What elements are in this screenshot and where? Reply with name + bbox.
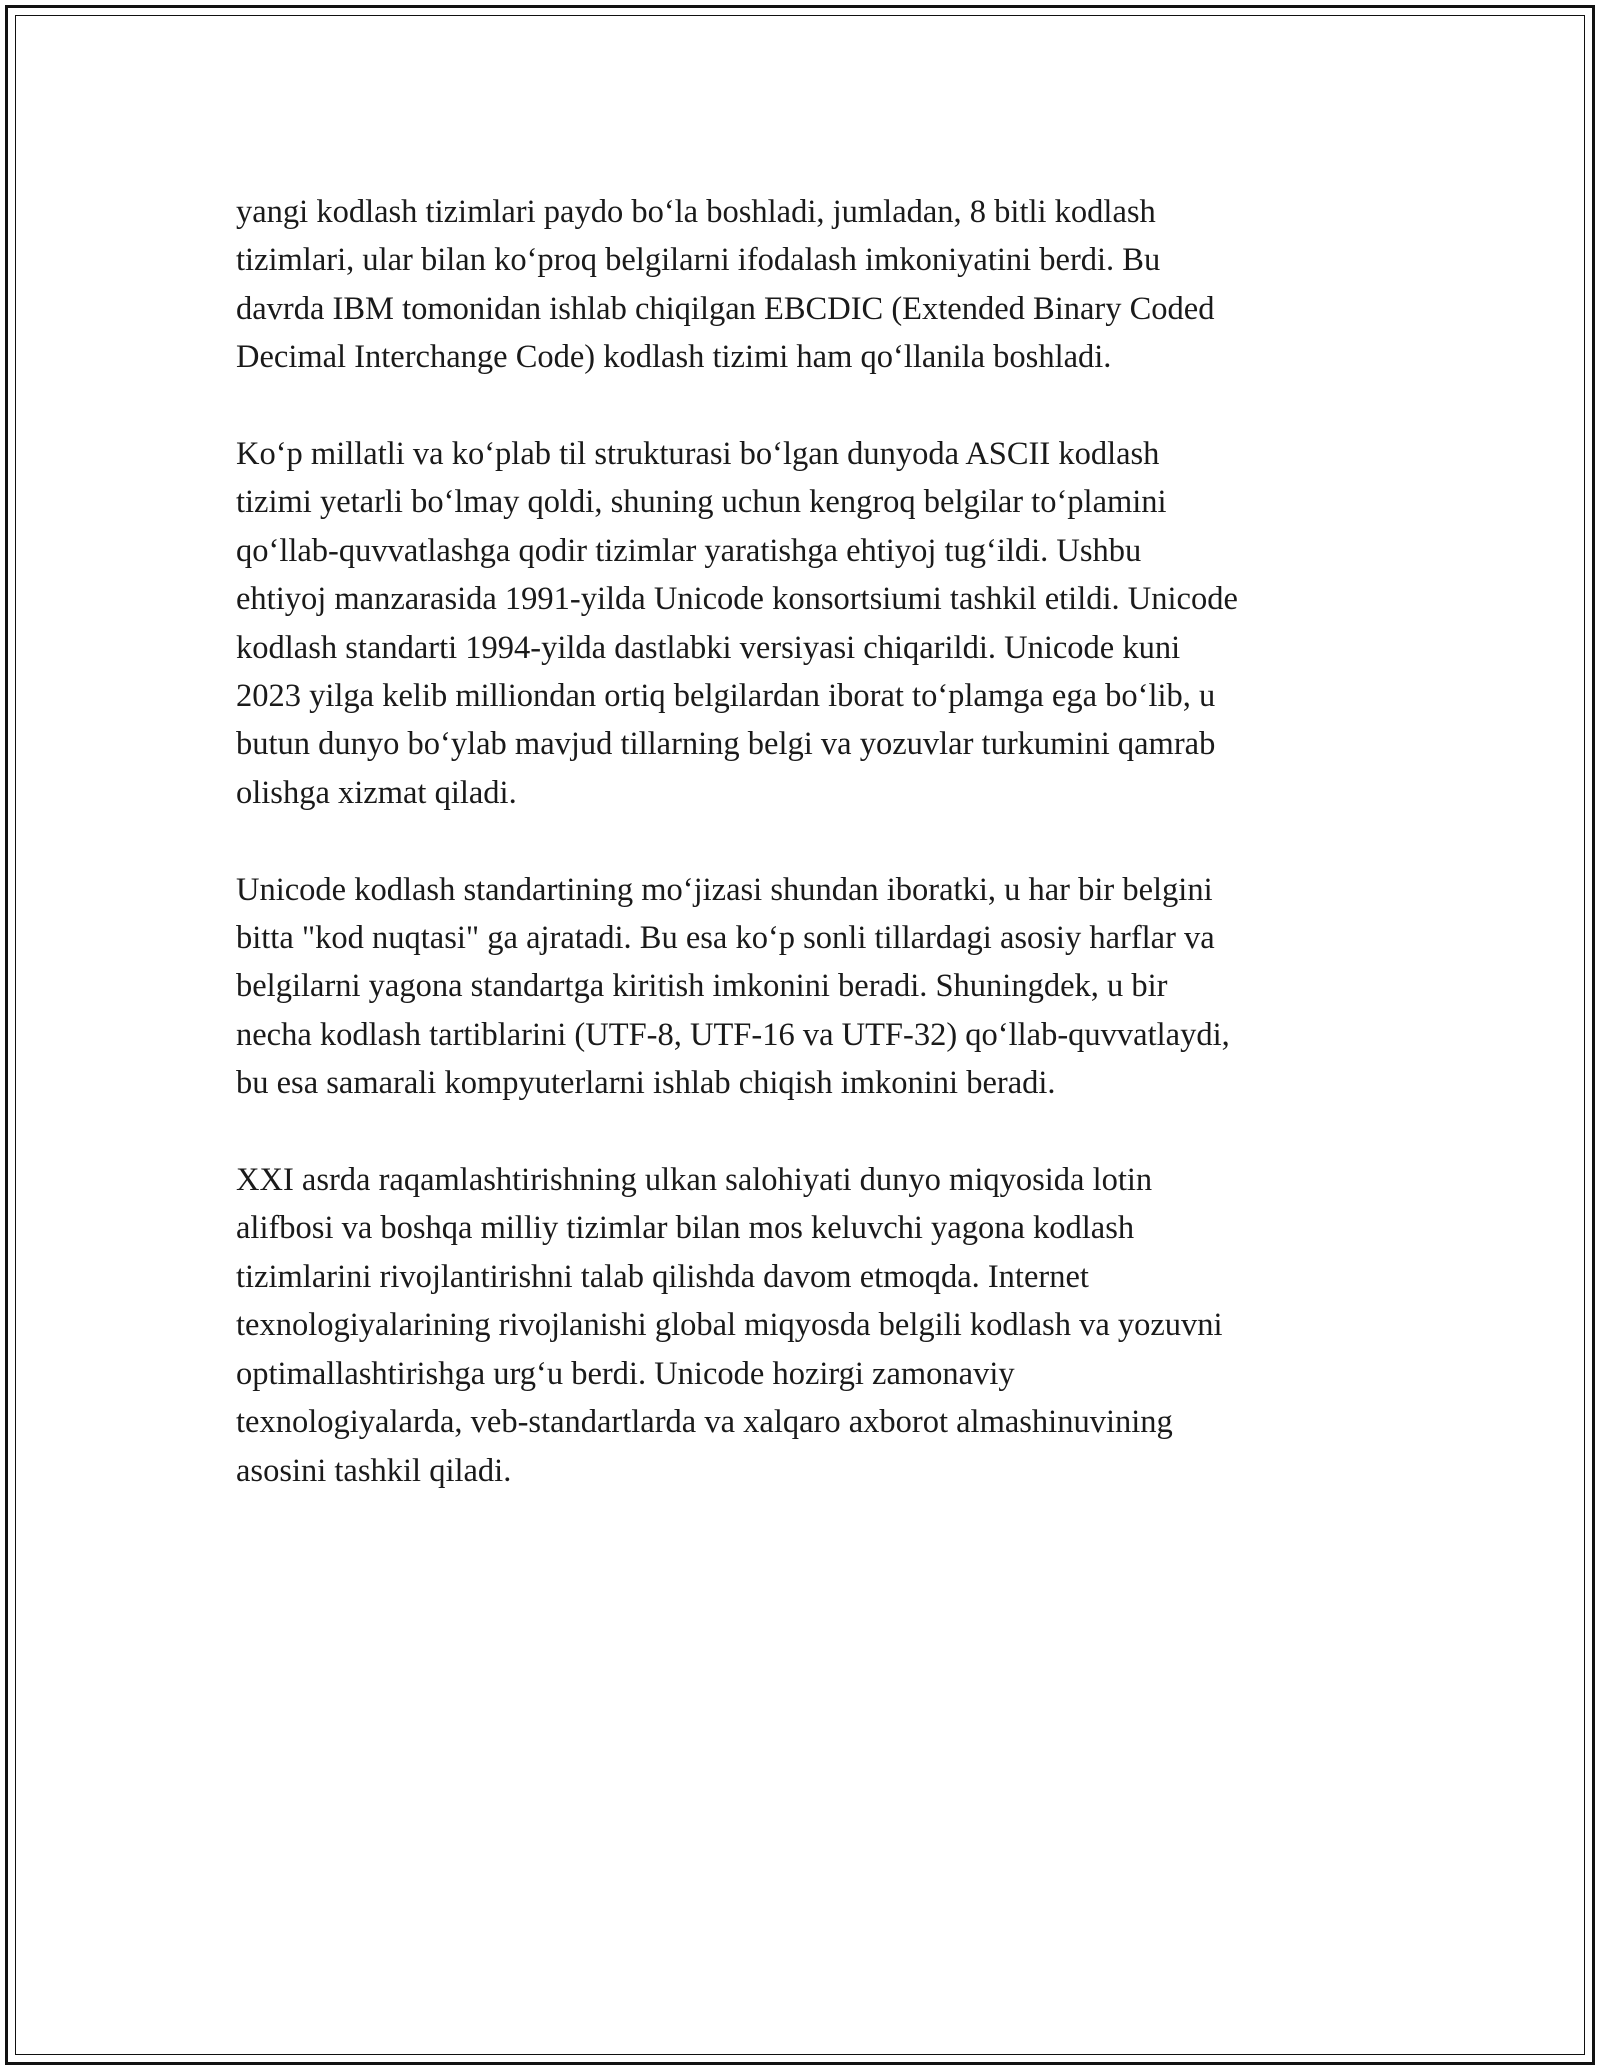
text-line: tizimi yetarli bo‘lmay qoldi, shuning uchun kengroq belgilar to‘plamini [236,484,1167,521]
document-body [236,188,1376,1543]
text-line: davrda IBM tomonidan ishlab chiqilgan EBCDIC (Extended Binary Coded [236,290,1215,327]
paragraph-1 [236,188,1376,382]
text-line: Ko‘p millatli va ko‘plab til strukturasi bo‘lgan dunyoda ASCII kodlash [236,436,1160,473]
text-line: olishga xizmat qiladi. [236,774,517,811]
text-line: asosini tashkil qiladi. [236,1452,512,1489]
text-line: optimallashtirishga urg‘u berdi. Unicode hozirgi zamonaviy [236,1355,1015,1392]
text-line: butun dunyo bo‘ylab mavjud tillarning belgi va yozuvlar turkumini qamrab [236,726,1216,763]
text-line: texnologiyalarda, veb-standartlarda va xalqaro axborot almashinuvining [236,1404,1173,1441]
text-line: alifbosi va boshqa milliy tizimlar bilan mos keluvchi yagona kodlash [236,1210,1135,1247]
text-line: qo‘llab-quvvatlashga qodir tizimlar yaratishga ehtiyoj tug‘ildi. Ushbu [236,532,1142,569]
text-line: bitta "kod nuqtasi" ga ajratadi. Bu esa ko‘p sonli tillardagi asosiy harflar va [236,920,1215,957]
text-line: XXI asrda raqamlashtirishning ulkan salohiyati dunyo miqyosida lotin [236,1162,1153,1199]
text-line: bu esa samarali kompyuterlarni ishlab chiqish imkonini beradi. [236,1065,1056,1102]
text-line: kodlash standarti 1994-yilda dastlabki versiyasi chiqarildi. Unicode kuni [236,629,1181,666]
text-line: ehtiyoj manzarasida 1991-yilda Unicode konsortsiumi tashkil etildi. Unicode [236,581,1238,618]
text-line: necha kodlash tartiblarini (UTF-8, UTF-16 va UTF-32) qo‘llab-quvvatlaydi, [236,1016,1230,1053]
text-line: texnologiyalarining rivojlanishi global miqyosda belgili kodlash va yozuvni [236,1307,1223,1344]
paragraph-4 [236,1156,1376,1495]
text-line: yangi kodlash tizimlari paydo bo‘la boshladi, jumladan, 8 bitli kodlash [236,194,1156,230]
text-line: Decimal Interchange Code) kodlash tizimi ham qo‘llanila boshladi. [236,339,1112,376]
text-line: 2023 yilga kelib milliondan ortiq belgilardan iborat to‘plamga ega bo‘lib, u [236,678,1216,715]
paragraph-3 [236,866,1376,1108]
text-line: tizimlarini rivojlantirishni talab qilishda davom etmoqda. Internet [236,1258,1089,1295]
text-line: Unicode kodlash standartining mo‘jizasi shundan iboratki, u har bir belgini [236,871,1213,908]
text-line: tizimlari, ular bilan ko‘proq belgilarni ifodalash imkoniyatini berdi. Bu [236,242,1161,279]
paragraph-2 [236,430,1376,817]
text-line: belgilarni yagona standartga kiritish imkonini beradi. Shuningdek, u bir [236,968,1168,1005]
